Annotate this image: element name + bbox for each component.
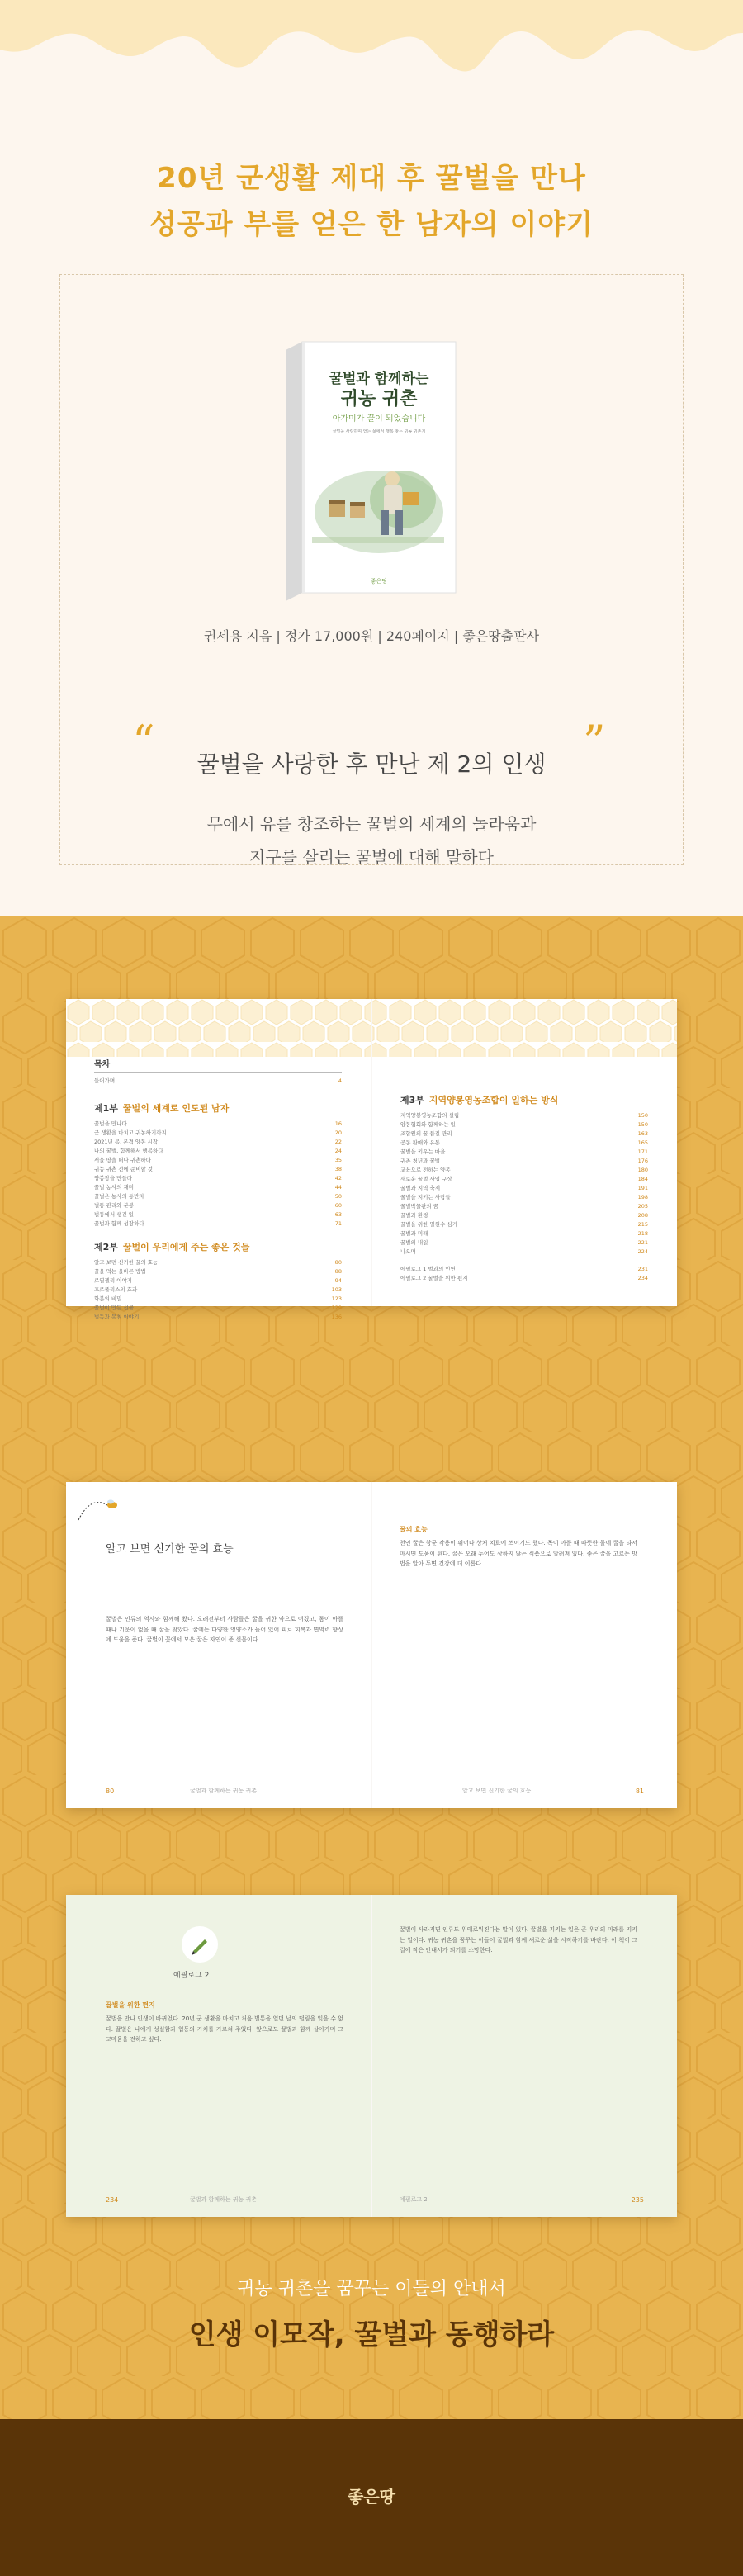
book-title-1: 꿀벌과 함께하는: [329, 371, 429, 387]
book-tagline: 꿀벌을 사랑하며 얻는 삶에서 행복 찾는 귀농 귀촌기: [332, 429, 426, 434]
publisher-logo: 좋은땅: [348, 2487, 395, 2507]
toc-entry-title: 꿀벌과 지역 축제: [400, 1185, 441, 1191]
toc-entry[interactable]: [400, 1184, 648, 1193]
description-line1: 무에서 유를 창조하는 꿀벌의 세계의 놀라움과: [206, 814, 537, 834]
toc-part-number: 제3부: [400, 1095, 424, 1106]
toc-epilogue-title: 에필로그 1 벌과의 인연: [400, 1266, 456, 1272]
page-fold: [371, 999, 372, 1306]
toc-entry-page: 44: [334, 1184, 342, 1191]
book-title-2: 귀농 귀촌: [340, 388, 418, 410]
toc-entry-title: 꿀벌과 미래: [400, 1230, 428, 1237]
toc-entry-page: 150: [637, 1121, 648, 1128]
toc-epilogues: [400, 1265, 648, 1283]
toc-entry-title: 벌독과 봉침 이야기: [94, 1314, 140, 1320]
toc-intro-page: 4: [338, 1077, 342, 1084]
toc-entry-page: 22: [334, 1139, 342, 1145]
bee-icon: [74, 1487, 124, 1528]
toc-entry-page: 136: [331, 1314, 342, 1320]
left-page-number: 80: [106, 1788, 115, 1795]
toc-epilogue-page: 234: [637, 1275, 648, 1281]
toc-entry[interactable]: [94, 1201, 342, 1210]
toc-entry[interactable]: [94, 1129, 342, 1138]
open-quote-mark: “: [132, 716, 155, 768]
toc-entry-page: 221: [637, 1239, 648, 1246]
description-line2: 지구를 살리는 꿀벌에 대해 말하다: [249, 847, 494, 867]
toc-entry-title: 새로운 꿀벌 사업 구상: [400, 1176, 452, 1182]
right-page-tag: 꿀의 효능: [400, 1526, 428, 1533]
toc-entry-title: 꿀벌을 지키는 사람들: [400, 1194, 451, 1200]
toc-entry-page: 218: [637, 1230, 648, 1237]
toc-entry-title: 꿀벌은 농사의 동반자: [94, 1193, 144, 1200]
toc-entry-page: 184: [637, 1176, 648, 1182]
toc-part: [400, 1093, 648, 1257]
closing-subtitle: 귀농 귀촌을 꿈꾸는 이들의 안내서: [237, 2279, 506, 2299]
toc-entry-page: 176: [637, 1158, 648, 1164]
toc-entry[interactable]: [400, 1157, 648, 1166]
toc-entry-title: 군 생활을 마치고 귀농하기까지: [94, 1129, 167, 1136]
honey-drip-decoration: [0, 0, 743, 91]
toc-entry-page: 191: [637, 1185, 648, 1191]
close-quote-mark: ”: [583, 716, 606, 768]
toc-entry-title: 꿀벌을 키우는 마을: [400, 1148, 446, 1155]
toc-intro-label: 들어가며: [94, 1077, 116, 1084]
toc-entry-page: 63: [334, 1211, 342, 1218]
toc-entry-page: 123: [331, 1295, 342, 1302]
left-page-body: 꿀벌을 만나 인생이 바뀌었다. 20년 군 생활을 마치고 처음 벌통을 열던 날의 떨림을 잊을 수 없다. 꿀벌은 나에게 성실함과 협동의 가치를 가르쳐 주었다. 앞으로도 꿀벌과 함께 살아가며 그 고마움을 전하고 싶다.: [106, 2015, 343, 2043]
toc-part-number: 제2부: [94, 1242, 118, 1252]
toc-epilogue-page: 231: [637, 1266, 648, 1272]
sample-pages-section: [0, 916, 743, 2419]
toc-entry-page: 165: [637, 1139, 648, 1146]
headline-line1: 20년 군생활 제대 후 꿀벌을 만나: [157, 162, 586, 195]
page-fold: [371, 1482, 372, 1808]
toc-entry-page: 94: [334, 1277, 342, 1284]
toc-entry-title: 프로폴리스의 효과: [94, 1286, 138, 1293]
toc-entry-title: 꿀벌을 위한 밀원수 심기: [400, 1221, 457, 1228]
book-subtitle: 아가미가 꿀이 되었습니다: [332, 414, 426, 424]
toc-entry[interactable]: [94, 1267, 342, 1276]
toc-entry-page: 205: [637, 1203, 648, 1210]
toc-entry[interactable]: [94, 1174, 342, 1183]
toc-part: [94, 1240, 342, 1322]
toc-entry[interactable]: [400, 1129, 648, 1139]
toc-entry-page: 129: [331, 1305, 342, 1311]
epilogue-tag: 꿀벌을 위한 편지: [106, 2001, 155, 2009]
toc-entry[interactable]: [400, 1248, 648, 1257]
toc-entry[interactable]: [400, 1202, 648, 1211]
toc-entry-page: 35: [334, 1157, 342, 1163]
toc-entry-title: 양봉장을 만들다: [94, 1175, 133, 1181]
toc-rule: [94, 1072, 342, 1073]
toc-entry[interactable]: [400, 1220, 648, 1229]
book-info: 권세용 지음 | 정가 17,000원 | 240페이지 | 좋은땅출판사: [203, 628, 540, 644]
toc-entry-page: 50: [334, 1193, 342, 1200]
toc-entry[interactable]: [94, 1313, 342, 1322]
toc-title: 목차: [94, 1060, 111, 1069]
toc-entry-page: 20: [334, 1129, 342, 1136]
toc-entry[interactable]: [400, 1229, 648, 1238]
right-page-number: 81: [635, 1788, 644, 1795]
toc-entry-title: 알고 보면 신기한 꿀의 효능: [94, 1259, 159, 1266]
intro-section: [0, 0, 743, 916]
toc-entry-title: 꿀벌박물관의 꿈: [400, 1203, 439, 1210]
toc-entry[interactable]: [94, 1295, 342, 1304]
toc-part-heading: [400, 1093, 648, 1106]
toc-entry[interactable]: [400, 1175, 648, 1184]
toc-entry-page: 16: [334, 1120, 342, 1127]
toc-entry[interactable]: [94, 1120, 342, 1129]
toc-entry[interactable]: [94, 1156, 342, 1165]
toc-entry[interactable]: [94, 1210, 342, 1219]
book-cover: [279, 339, 462, 601]
toc-entry[interactable]: [94, 1147, 342, 1156]
toc-part-heading: [94, 1101, 342, 1115]
left-page-body: 꿀벌은 인류의 역사와 함께해 왔다. 오래전부터 사람들은 꿀을 귀한 약으로 여겼고, 몸이 아플 때나 기운이 없을 때 꿀을 찾았다. 꿀에는 다양한 영양소가 들어 있어 피로 회복과 면역력 향상에 도움을 준다. 꿀벌이 꽃에서 모은 꿀은 자연이 준 선물이다.: [106, 1616, 343, 1643]
toc-epilogue-title: 에필로그 2 꿀벌을 위한 편지: [400, 1275, 468, 1281]
headline: [0, 155, 743, 248]
toc-entry-title: 꿀벌이 만든 선물: [94, 1305, 135, 1311]
toc-left-column: [94, 1090, 342, 1322]
toc-entry-title: 꿀벌과 함께 성장하다: [94, 1220, 144, 1227]
toc-entry-title: 나오며: [400, 1248, 416, 1255]
book-publisher-mark: 좋은땅: [370, 578, 388, 585]
toc-entry-title: 꿀벌의 내일: [400, 1239, 428, 1246]
toc-entry[interactable]: [94, 1276, 342, 1286]
toc-entry[interactable]: [400, 1139, 648, 1148]
left-running-footer: 꿀벌과 함께하는 귀농 귀촌: [190, 1788, 258, 1794]
toc-entry[interactable]: [400, 1111, 648, 1120]
toc-entry[interactable]: [400, 1238, 648, 1248]
toc-entry-title: 꿀벌과 환경: [400, 1212, 428, 1219]
toc-entry[interactable]: [400, 1148, 648, 1157]
toc-entry-title: 귀농 귀촌 전에 준비할 것: [94, 1166, 154, 1172]
right-running-footer: 알고 보면 신기한 꿀의 효능: [462, 1788, 532, 1794]
toc-entry-page: 103: [331, 1286, 342, 1293]
toc-entry-page: 88: [334, 1268, 342, 1275]
toc-epilogue-entry[interactable]: [400, 1274, 648, 1283]
toc-entry-title: 귀촌 청년과 꿀벌: [400, 1158, 441, 1164]
toc-entry-title: 조합원의 꿀 품질 관리: [400, 1130, 452, 1137]
toc-entry-page: 71: [334, 1220, 342, 1227]
pencil-icon: [182, 1926, 218, 1963]
description: [0, 807, 743, 874]
toc-entry[interactable]: [400, 1193, 648, 1202]
toc-entry-title: 꿀벌을 만나다: [94, 1120, 127, 1127]
toc-entry-title: 2021년 봄, 본격 양봉 시작: [94, 1139, 159, 1145]
toc-entry-page: 80: [334, 1259, 342, 1266]
toc-entry-page: 163: [637, 1130, 648, 1137]
toc-entry-page: 38: [334, 1166, 342, 1172]
toc-entry-page: 60: [334, 1202, 342, 1209]
sample-spread-honey-effects: [66, 1482, 677, 1808]
page-fold: [371, 1895, 372, 2217]
toc-part-title: 꿀벌의 세계로 인도된 남자: [122, 1103, 230, 1114]
toc-entry[interactable]: [94, 1192, 342, 1201]
toc-entry-title: 공동 판매와 유통: [400, 1139, 441, 1146]
toc-entry[interactable]: [94, 1304, 342, 1313]
toc-entry-page: 224: [637, 1248, 648, 1255]
headline-line2: 성공과 부를 얻은 한 남자의 이야기: [149, 208, 594, 241]
toc-entry-title: 나의 꿀벌, 함께해서 행복하다: [94, 1148, 163, 1154]
footer: [0, 2419, 743, 2576]
toc-entry-page: 171: [637, 1148, 648, 1155]
toc-entry[interactable]: [400, 1166, 648, 1175]
toc-entry-title: 로열젤리 이야기: [94, 1277, 133, 1284]
closing-title: 인생 이모작, 꿀벌과 동행하라: [188, 2318, 555, 2351]
toc-entry[interactable]: [400, 1120, 648, 1129]
toc-entry-page: 150: [637, 1112, 648, 1119]
toc-entry-page: 208: [637, 1212, 648, 1219]
right-page-body: 천연 꿀은 항균 작용이 뛰어나 상처 치료에 쓰이기도 했다. 목이 아플 때 따뜻한 물에 꿀을 타서 마시면 도움이 된다. 꿀은 오래 두어도 상하지 않는 식품으로 알려져 있다. 좋은 꿀을 고르는 방법을 알아 두면 건강에 더 이롭다.: [400, 1540, 637, 1567]
toc-part-title: 꿀벌이 우리에게 주는 좋은 것들: [122, 1242, 250, 1252]
right-page-body: 꿀벌이 사라지면 인류도 위태로워진다는 말이 있다. 꿀벌을 지키는 일은 곧 우리의 미래를 지키는 일이다. 귀농 귀촌을 꿈꾸는 이들이 꿀벌과 함께 새로운 삶을 시작하기를 바란다. 이 책이 그 길에 작은 안내서가 되기를 소망한다.: [400, 1926, 637, 1953]
toc-entry[interactable]: [94, 1286, 342, 1295]
toc-entry[interactable]: [400, 1211, 648, 1220]
quote-text: 꿀벌을 사랑한 후 만난 제 2의 인생: [196, 751, 547, 778]
toc-intro-entry: [94, 1077, 342, 1086]
toc-entry[interactable]: [94, 1258, 342, 1267]
toc-entry-page: 180: [637, 1167, 648, 1173]
toc-entry-title: 교육으로 전하는 양봉: [400, 1167, 451, 1173]
toc-part: [94, 1101, 342, 1229]
toc-entry-title: 화분의 비밀: [94, 1295, 122, 1302]
toc-epilogue-entry[interactable]: [400, 1265, 648, 1274]
toc-right-column: [400, 1082, 648, 1283]
left-page-number: 234: [106, 2196, 119, 2204]
toc-entry[interactable]: [94, 1165, 342, 1174]
toc-entry-page: 42: [334, 1175, 342, 1181]
epilogue-label: 에필로그 2: [173, 1972, 210, 1980]
toc-entry-page: 198: [637, 1194, 648, 1200]
toc-entry-page: 24: [334, 1148, 342, 1154]
toc-entry-title: 서울 땅을 떠나 귀촌하다: [94, 1157, 151, 1163]
toc-part-heading: [94, 1240, 342, 1253]
toc-entry-title: 꿀을 먹는 올바른 방법: [94, 1268, 146, 1275]
toc-entry-title: 벌통 관리와 분봉: [94, 1202, 135, 1209]
toc-part-title: 지역양봉영농조합이 일하는 방식: [428, 1095, 559, 1106]
toc-entry-title: 벌통에서 생긴 일: [94, 1211, 135, 1218]
toc-part-number: 제1부: [94, 1103, 118, 1114]
toc-entry-title: 양봉협회와 함께하는 일: [400, 1121, 456, 1128]
toc-entry-title: 꿀벌 농사의 재미: [94, 1184, 135, 1191]
toc-entry-page: 215: [637, 1221, 648, 1228]
toc-entry[interactable]: [94, 1138, 342, 1147]
right-page-number: 235: [631, 2196, 644, 2204]
left-page-title: 알고 보면 신기한 꿀의 효능: [106, 1543, 234, 1556]
toc-entry[interactable]: [94, 1219, 342, 1229]
left-running-footer: 꿀벌과 함께하는 귀농 귀촌: [190, 2196, 258, 2203]
toc-entry[interactable]: [94, 1183, 342, 1192]
toc-spread: [66, 999, 677, 1320]
toc-entry-title: 지역양봉영농조합의 설립: [400, 1112, 460, 1119]
sample-spread-epilogue: [66, 1895, 677, 2217]
right-running-footer: 에필로그 2: [400, 2196, 428, 2203]
